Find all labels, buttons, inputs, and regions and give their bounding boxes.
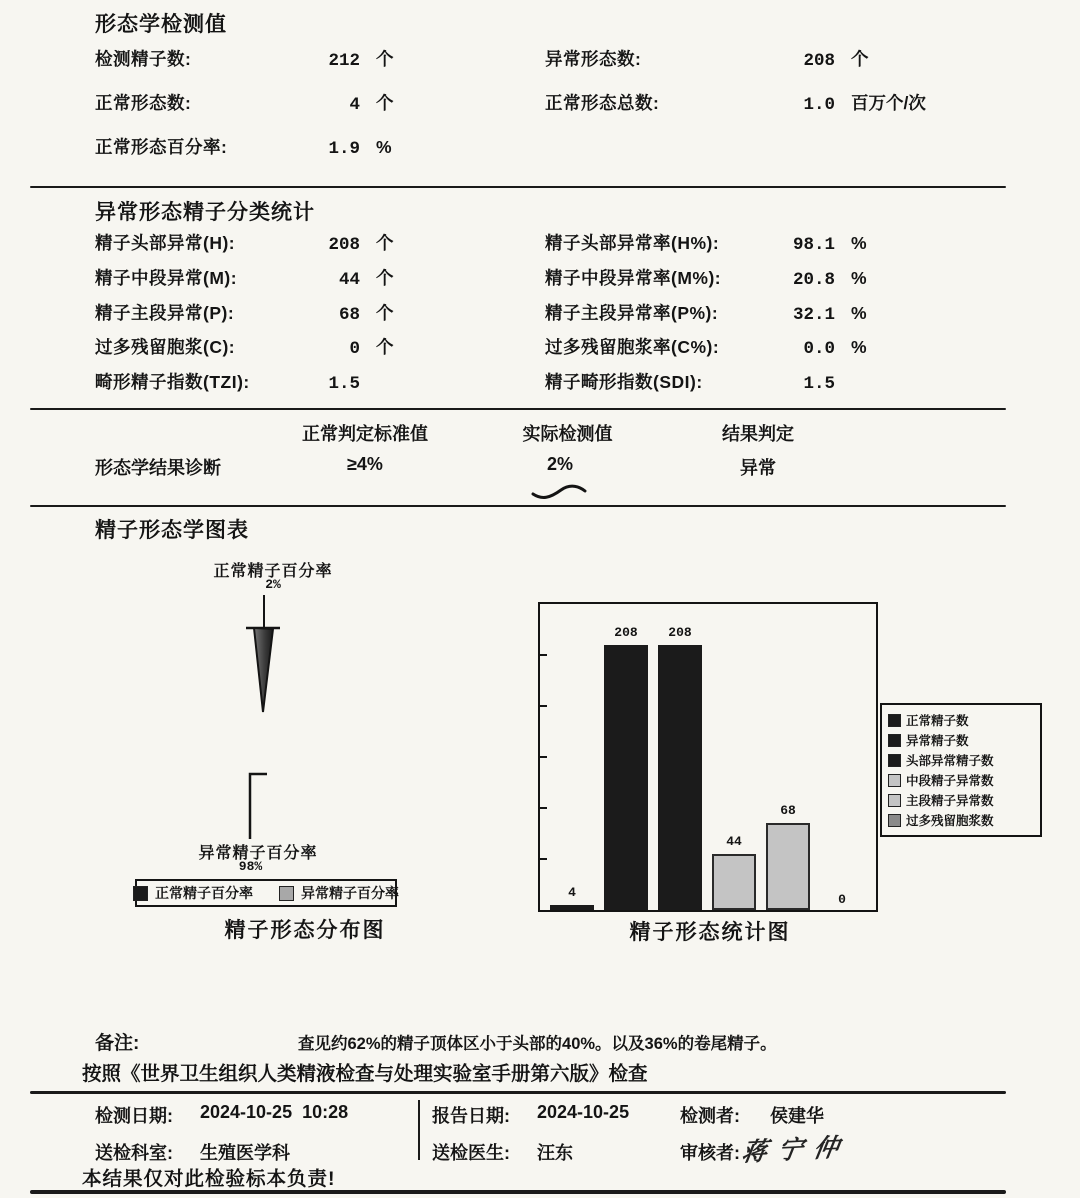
field-label: 过多残留胞浆(C): [95, 337, 236, 358]
bar-3 [712, 854, 756, 910]
field-unit: 个 [376, 337, 394, 358]
judgment-header-actual: 实际检测值 [522, 424, 613, 444]
test-date-label: 检测日期: [95, 1106, 173, 1126]
y-axis-tick [540, 654, 547, 656]
y-axis-tick [540, 705, 547, 707]
legend-swatch [888, 774, 901, 787]
field-unit: 个 [376, 49, 394, 69]
legend-item [888, 731, 1034, 749]
reviewer-signature: 蒋宁仲 [739, 1132, 853, 1167]
field-unit: % [851, 233, 867, 253]
bar-4 [766, 823, 810, 910]
field-value: 0.0 [803, 339, 835, 360]
bar-0 [550, 905, 594, 910]
report-date-label: 报告日期: [432, 1106, 510, 1126]
legend-item [133, 883, 253, 903]
field-row [95, 134, 525, 178]
judgment-header-result: 结果判定 [722, 424, 794, 444]
field-value: 0 [349, 339, 360, 360]
field-value: 4 [349, 95, 360, 115]
judgment-row-label: 形态学结果诊断 [95, 458, 221, 478]
legend-label: 异常精子百分率 [301, 885, 399, 901]
bar-value-label: 208 [668, 624, 692, 640]
field-value: 1.5 [803, 374, 835, 395]
divider [30, 505, 1006, 507]
field-unit: % [376, 137, 392, 157]
handwritten-underline-mark [530, 483, 588, 501]
bar-value-label: 4 [568, 884, 576, 900]
field-unit: 百万个/次 [851, 93, 926, 113]
bar-chart-legend [880, 703, 1042, 837]
legend-swatch [888, 734, 901, 747]
field-row [545, 46, 1015, 90]
field-label: 精子中段异常率(M%): [545, 267, 722, 288]
field-row [545, 369, 1015, 404]
pie-callout-elbow-line [246, 770, 272, 844]
field-row [545, 90, 1015, 134]
footer-column-divider [418, 1100, 420, 1160]
bar-chart-plot-area [538, 602, 878, 912]
field-unit: % [851, 337, 867, 358]
legend-item [888, 791, 1034, 809]
legend-label: 过多残留胞浆数 [906, 814, 994, 828]
section-title-abnormal-classification: 异常形态精子分类统计 [95, 201, 315, 224]
legend-swatch [888, 814, 901, 827]
department-label: 送检科室: [95, 1143, 173, 1163]
morphology-values-right-column [545, 46, 1015, 134]
judgment-result-value: 异常 [740, 458, 776, 478]
field-label: 过多残留胞浆率(C%): [545, 337, 720, 358]
judgment-actual-value: 2% [546, 454, 573, 474]
field-value: 212 [328, 51, 360, 71]
section-title-charts: 精子形态学图表 [95, 519, 249, 542]
doctor-label: 送检医生: [432, 1143, 510, 1163]
legend-label: 主段精子异常数 [906, 794, 994, 808]
notes-text: 查见约62%的精子顶体区小于头部的40%。以及36%的卷尾精子。 [298, 1035, 777, 1053]
legend-label: 头部异常精子数 [906, 754, 994, 768]
field-row [95, 265, 525, 300]
field-value: 1.5 [328, 374, 360, 395]
pie-callout-normal-label: 正常精子百分率 [213, 563, 333, 580]
who-standard-line: 按照《世界卫生组织人类精液检查与处理实验室手册第六版》检查 [82, 1063, 648, 1085]
department-value: 生殖医学科 [200, 1143, 290, 1163]
field-label: 精子畸形指数(SDI): [545, 372, 703, 393]
judgment-header-standard: 正常判定标准值 [302, 424, 428, 444]
field-row [545, 300, 1015, 335]
judgment-standard-value: ≥4% [347, 454, 383, 474]
field-label: 精子主段异常(P): [95, 302, 235, 323]
bar-chart-caption: 精子形态统计图 [629, 921, 791, 944]
field-value: 44 [338, 269, 360, 290]
y-axis-tick [540, 807, 547, 809]
field-unit: 个 [376, 302, 394, 323]
disclaimer-text: 本结果仅对此检验标本负责! [82, 1168, 336, 1190]
field-row [95, 300, 525, 335]
field-unit: % [851, 267, 867, 288]
field-label: 正常形态总数: [545, 93, 660, 113]
field-label: 畸形精子指数(TZI): [95, 372, 250, 393]
field-label: 检测精子数: [95, 49, 192, 69]
tester-name: 侯建华 [770, 1106, 824, 1126]
legend-item [279, 883, 399, 903]
field-row [95, 334, 525, 369]
legend-item [888, 711, 1034, 729]
field-row [95, 46, 525, 90]
report-date-value: 2024-10-25 [537, 1102, 630, 1122]
pie-chart-caption: 精子形态分布图 [224, 919, 386, 942]
notes-label: 备注: [95, 1033, 140, 1054]
bottom-rule [30, 1190, 1006, 1194]
field-label: 正常形态数: [95, 93, 192, 113]
pie-legend [135, 879, 397, 907]
field-unit: 个 [376, 93, 394, 113]
legend-item [888, 811, 1034, 829]
legend-label: 正常精子数 [906, 714, 969, 728]
legend-swatch [279, 886, 294, 901]
bar-value-label: 0 [838, 892, 846, 907]
bar-value-label: 208 [614, 624, 638, 640]
legend-label: 异常精子数 [906, 734, 969, 748]
pie-callout-abnormal-value: 98% [238, 859, 263, 874]
field-row [545, 230, 1015, 265]
legend-swatch [888, 754, 901, 767]
field-unit: % [851, 302, 867, 323]
pie-callout-normal-value: 2% [265, 577, 281, 592]
legend-item [888, 771, 1034, 789]
field-row [545, 334, 1015, 369]
pie-callout-abnormal-label: 异常精子百分率 [198, 845, 318, 862]
y-axis-tick [540, 858, 547, 860]
divider [30, 408, 1006, 410]
classification-left-column [95, 230, 525, 404]
field-label: 精子头部异常(H): [95, 233, 236, 253]
field-label: 异常形态数: [545, 49, 642, 69]
legend-swatch [888, 714, 901, 727]
field-value: 20.8 [792, 269, 835, 290]
field-value: 1.9 [328, 139, 360, 159]
field-value: 1.0 [803, 95, 835, 115]
divider-thick [30, 1091, 1006, 1094]
field-label: 正常形态百分率: [95, 137, 228, 157]
legend-swatch [888, 794, 901, 807]
morphology-values-left-column [95, 46, 525, 178]
tester-label: 检测者: [680, 1106, 740, 1126]
field-value: 208 [328, 235, 360, 255]
classification-right-column [545, 230, 1015, 404]
field-row [95, 369, 525, 404]
field-row [95, 90, 525, 134]
field-value: 32.1 [792, 304, 835, 325]
field-row [545, 265, 1015, 300]
test-date-value: 2024-10-25 10:28 [200, 1102, 349, 1122]
reviewer-label: 审核者: [680, 1143, 740, 1163]
field-unit: 个 [376, 267, 394, 288]
field-value: 68 [338, 304, 360, 325]
pie-wedge-2-percent [238, 618, 292, 720]
bar-value-label: 68 [780, 803, 796, 819]
legend-swatch [133, 886, 148, 901]
field-label: 精子头部异常率(H%): [545, 233, 720, 253]
field-unit: 个 [376, 233, 394, 253]
field-row [95, 230, 525, 265]
doctor-name: 汪东 [537, 1143, 573, 1163]
bar-2 [658, 645, 702, 910]
field-unit: 个 [851, 49, 869, 69]
divider [30, 186, 1006, 188]
section-title-morphology-values: 形态学检测值 [95, 13, 227, 36]
field-value: 208 [803, 51, 835, 71]
field-label: 精子主段异常率(P%): [545, 302, 719, 323]
legend-label: 正常精子百分率 [155, 885, 253, 901]
bar-1 [604, 645, 648, 910]
legend-label: 中段精子异常数 [906, 774, 994, 788]
y-axis-tick [540, 756, 547, 758]
bar-value-label: 44 [726, 833, 742, 849]
field-label: 精子中段异常(M): [95, 267, 238, 288]
legend-item [888, 751, 1034, 769]
field-value: 98.1 [792, 235, 835, 255]
